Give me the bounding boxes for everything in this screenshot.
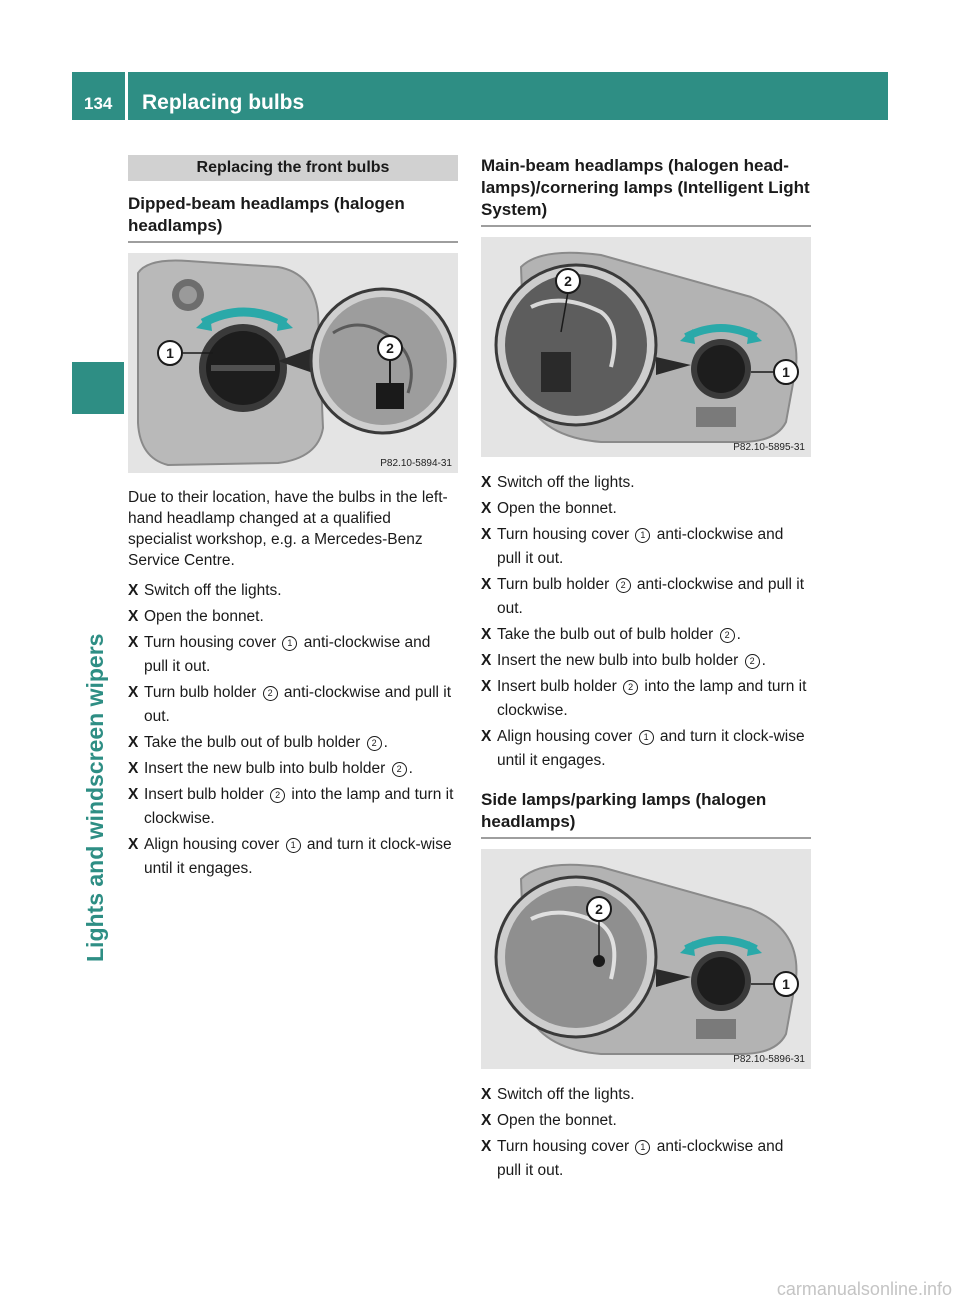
callout-2: 2 — [386, 340, 394, 356]
step-text: Turn housing cover — [497, 1138, 634, 1155]
callout-number: 2 — [270, 788, 285, 803]
step-marker: X — [128, 786, 139, 803]
header-separator — [125, 72, 128, 120]
step-marker: X — [128, 684, 139, 701]
callout-number: 2 — [745, 654, 760, 669]
chapter-title: Replacing bulbs — [142, 91, 305, 114]
callout-number: 1 — [635, 1140, 650, 1155]
step-item — [481, 649, 811, 673]
step-text: and turn it clock-wise until it engages. — [497, 728, 805, 769]
side-lamps-figure — [481, 849, 811, 1069]
callout-number: 2 — [720, 628, 735, 643]
step-marker: X — [128, 734, 139, 751]
right-column — [481, 155, 811, 1185]
step-text: Insert bulb holder — [144, 786, 269, 803]
step-item — [481, 675, 811, 723]
step-marker: X — [128, 634, 139, 651]
step-text: . — [383, 734, 388, 751]
step-marker: X — [128, 836, 139, 853]
intro-paragraph: Due to their location, have the bulbs in the left-hand headlamp changed at a qualified specialist workshop, e.g. a Mercedes-Benz Service Centre. — [128, 489, 448, 569]
step-item — [128, 605, 458, 629]
dipped-beam-figure — [128, 253, 458, 473]
callout-1: 1 — [782, 364, 790, 380]
step-item — [481, 523, 811, 571]
side-tab-marker — [72, 362, 124, 414]
step-marker: X — [481, 678, 492, 695]
step-item — [481, 725, 811, 773]
step-marker: X — [481, 652, 492, 669]
callout-2: 2 — [564, 273, 572, 289]
page-header — [72, 72, 888, 120]
page-number: 134 — [84, 94, 113, 113]
step-marker: X — [481, 474, 492, 491]
callout-1: 1 — [166, 345, 174, 361]
figure-caption: P82.10-5895-31 — [733, 442, 805, 453]
step-text: into the lamp and turn it clockwise. — [144, 786, 454, 827]
step-text: Switch off the lights. — [497, 474, 635, 491]
step-item — [481, 1135, 811, 1183]
step-item — [481, 497, 811, 521]
step-text: anti-clockwise and pull it out. — [144, 634, 431, 675]
callout-number: 2 — [367, 736, 382, 751]
side-tab-label: Lights and windscreen wipers — [82, 633, 108, 962]
main-beam-figure — [481, 237, 811, 457]
callout-number: 1 — [282, 636, 297, 651]
step-marker: X — [481, 500, 492, 517]
callout-2: 2 — [595, 901, 603, 917]
step-item — [481, 623, 811, 647]
step-item — [128, 631, 458, 679]
side-lamps-heading: Side lamps/parking lamps (halogen headlamps) — [481, 789, 811, 839]
callout-number: 2 — [263, 686, 278, 701]
step-text: anti-clockwise and pull it out. — [497, 1138, 784, 1179]
step-marker: X — [128, 608, 139, 625]
step-item — [481, 1109, 811, 1133]
step-text: anti-clockwise and pull it out. — [144, 684, 452, 725]
step-text: anti-clockwise and pull it out. — [497, 526, 784, 567]
callout-number: 2 — [616, 578, 631, 593]
step-text: Turn bulb holder — [144, 684, 261, 701]
step-marker: X — [128, 582, 139, 599]
step-text: Switch off the lights. — [497, 1086, 635, 1103]
step-text: . — [761, 652, 766, 669]
callout-1: 1 — [782, 976, 790, 992]
step-text: Open the bonnet. — [497, 1112, 617, 1129]
step-text: Open the bonnet. — [497, 500, 617, 517]
step-item — [128, 833, 458, 881]
dipped-beam-heading: Dipped-beam headlamps (halogen headlamps) — [128, 193, 458, 243]
step-text: Align housing cover — [497, 728, 637, 745]
step-text: . — [408, 760, 413, 777]
step-item — [128, 681, 458, 729]
step-text: Turn housing cover — [497, 526, 634, 543]
step-text: Align housing cover — [144, 836, 284, 853]
figure-caption: P82.10-5894-31 — [380, 458, 452, 469]
callout-number: 1 — [286, 838, 301, 853]
step-marker: X — [481, 1112, 492, 1129]
step-text: Turn bulb holder — [497, 576, 614, 593]
step-item — [128, 579, 458, 603]
step-item — [128, 783, 458, 831]
watermark: carmanualsonline.info — [776, 1279, 952, 1299]
left-column — [128, 155, 458, 883]
callout-number: 1 — [635, 528, 650, 543]
step-text: Insert the new bulb into bulb holder — [144, 760, 390, 777]
callout-number: 1 — [639, 730, 654, 745]
main-beam-heading: Main-beam headlamps (halogen head-lamps)/cornering lamps (Intelligent Light System) — [481, 155, 811, 227]
step-text: and turn it clock-wise until it engages. — [144, 836, 452, 877]
step-item — [481, 573, 811, 621]
step-marker: X — [481, 1086, 492, 1103]
step-text: anti-clockwise and pull it out. — [497, 576, 805, 617]
step-text: into the lamp and turn it clockwise. — [497, 678, 807, 719]
step-marker: X — [481, 526, 492, 543]
callout-number: 2 — [392, 762, 407, 777]
callout-number: 2 — [623, 680, 638, 695]
step-item — [481, 471, 811, 495]
step-text: Open the bonnet. — [144, 608, 264, 625]
step-item — [481, 1083, 811, 1107]
step-marker: X — [481, 576, 492, 593]
step-item — [128, 731, 458, 755]
step-marker: X — [481, 728, 492, 745]
main-beam-steps — [481, 471, 811, 773]
side-lamps-steps — [481, 1083, 811, 1183]
step-item — [128, 757, 458, 781]
dipped-beam-steps — [128, 579, 458, 881]
step-text: Turn housing cover — [144, 634, 281, 651]
step-text: . — [736, 626, 741, 643]
step-text: Take the bulb out of bulb holder — [144, 734, 365, 751]
step-text: Take the bulb out of bulb holder — [497, 626, 718, 643]
step-text: Switch off the lights. — [144, 582, 282, 599]
step-marker: X — [481, 1138, 492, 1155]
figure-caption: P82.10-5896-31 — [733, 1054, 805, 1065]
step-marker: X — [481, 626, 492, 643]
step-text: Insert the new bulb into bulb holder — [497, 652, 743, 669]
step-text: Insert bulb holder — [497, 678, 622, 695]
step-marker: X — [128, 760, 139, 777]
section-title: Replacing the front bulbs — [128, 155, 458, 181]
